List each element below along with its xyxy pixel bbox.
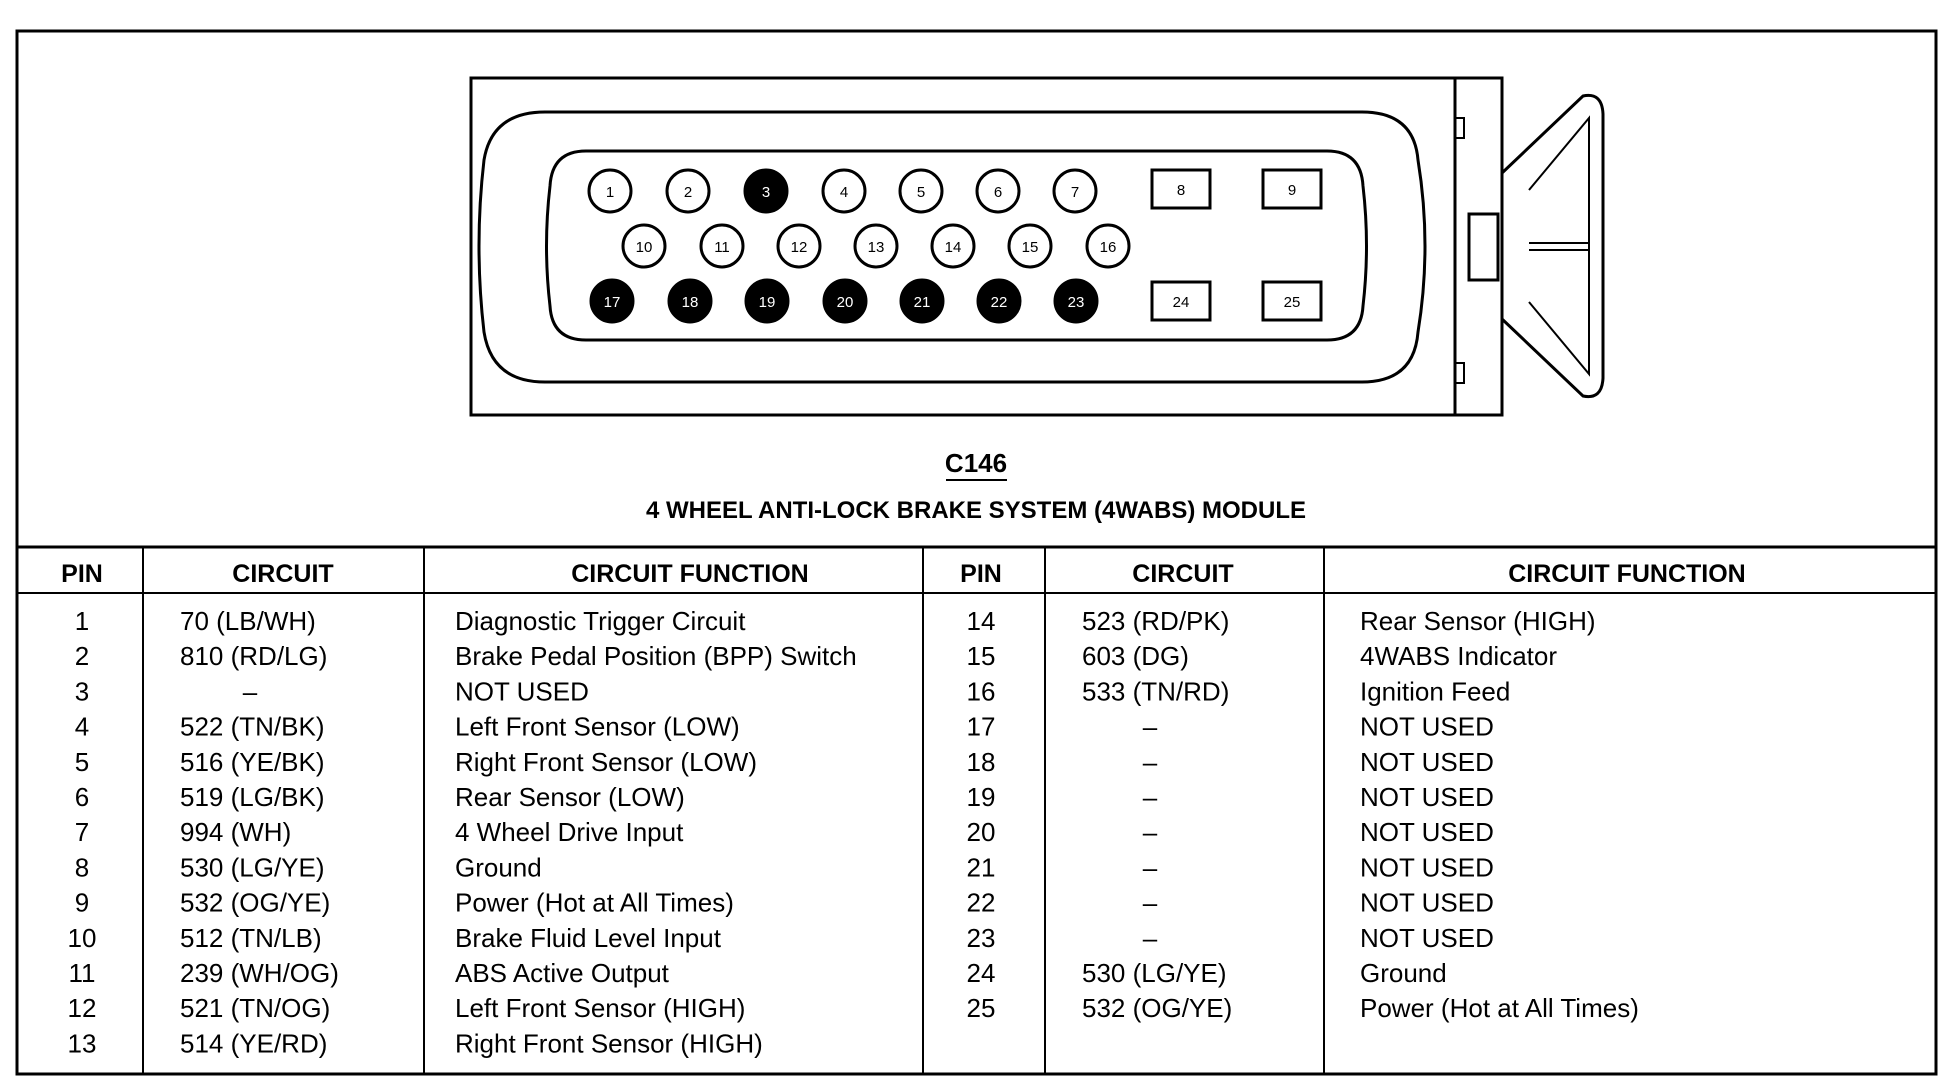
table-body <box>68 606 1639 1058</box>
table-row <box>967 993 1639 1023</box>
connector-id: C146 <box>944 448 1008 478</box>
pin-21 <box>901 280 943 322</box>
cell-circuit: 70 (LB/WH) <box>180 606 316 636</box>
pin-20 <box>824 280 866 322</box>
pin-17 <box>591 280 633 322</box>
cell-circuit: 512 (TN/LB) <box>180 922 322 953</box>
cell-pin: 9 <box>74 887 90 918</box>
cell-pin: 8 <box>74 852 90 883</box>
pin-12 <box>778 225 820 267</box>
pin-number-11: 11 <box>714 239 730 256</box>
pin-number-9: 9 <box>1287 182 1297 199</box>
cell-pin: 24 <box>966 958 996 988</box>
cell-function: NOT USED <box>455 676 589 707</box>
cell-function: Right Front Sensor (HIGH) <box>455 1028 763 1059</box>
cell-pin: 4 <box>74 711 90 742</box>
pin-number-22: 22 <box>990 294 1008 311</box>
table-row <box>75 712 740 742</box>
pin-number-6: 6 <box>993 184 1003 201</box>
cell-function: NOT USED <box>1360 852 1494 883</box>
pin-number-16: 16 <box>1099 239 1117 256</box>
cell-pin: 16 <box>966 676 996 707</box>
cell-pin: 12 <box>67 993 97 1024</box>
pin-22 <box>978 280 1020 322</box>
pin-10 <box>623 225 665 267</box>
pin-number-20: 20 <box>836 294 854 311</box>
table-row <box>75 747 757 777</box>
table-row <box>75 852 542 882</box>
table-row <box>967 641 1558 671</box>
table-row <box>967 676 1511 706</box>
cell-pin: 20 <box>966 817 996 848</box>
table-row <box>967 958 1447 988</box>
table-row <box>68 1028 763 1058</box>
cell-function: NOT USED <box>1360 887 1494 918</box>
cell-pin: 7 <box>74 817 90 848</box>
cell-circuit: – <box>1142 887 1158 918</box>
table-header-row <box>61 560 1746 588</box>
pin-number-7: 7 <box>1070 184 1080 201</box>
cell-pin: 19 <box>966 782 996 812</box>
cell-function: NOT USED <box>1360 782 1494 812</box>
header-pin: PIN <box>960 560 1002 588</box>
cell-circuit: 530 (LG/YE) <box>180 852 325 883</box>
locking-lever-inner <box>1529 118 1589 374</box>
cell-circuit: 239 (WH/OG) <box>180 958 339 988</box>
cell-circuit: 994 (WH) <box>180 817 292 848</box>
latch-window <box>1469 214 1498 280</box>
table-row <box>68 993 746 1023</box>
cell-function: Left Front Sensor (LOW) <box>455 711 740 742</box>
cell-function: Right Front Sensor (LOW) <box>455 746 757 777</box>
pin-1 <box>589 170 631 212</box>
pin-number-12: 12 <box>790 239 808 256</box>
cell-circuit: 810 (RD/LG) <box>180 641 328 672</box>
header-circuit-function: CIRCUIT FUNCTION <box>571 560 809 588</box>
cell-function: Left Front Sensor (HIGH) <box>455 993 746 1024</box>
pin-6 <box>977 170 1019 212</box>
header-circuit: CIRCUIT <box>1132 560 1234 588</box>
pin-2 <box>667 170 709 212</box>
cell-pin: 5 <box>74 746 90 777</box>
cell-circuit: 519 (LG/BK) <box>180 782 325 812</box>
table-row <box>75 606 746 636</box>
pin-number-17: 17 <box>603 294 621 311</box>
pin-23 <box>1055 280 1097 322</box>
cell-function: NOT USED <box>1360 746 1494 777</box>
pin-number-3: 3 <box>761 184 771 201</box>
table-row <box>967 606 1596 636</box>
pin-number-1: 1 <box>605 184 615 201</box>
cell-circuit: – <box>1142 922 1158 953</box>
pin-18 <box>669 280 711 322</box>
header-pin: PIN <box>61 560 103 588</box>
pin-number-2: 2 <box>683 184 693 201</box>
cell-function: 4 Wheel Drive Input <box>455 817 684 848</box>
cell-pin: 21 <box>966 852 996 883</box>
pin-number-24: 24 <box>1172 294 1190 311</box>
pin-number-10: 10 <box>635 239 653 256</box>
cell-pin: 17 <box>966 711 996 742</box>
cell-circuit: – <box>1142 711 1158 742</box>
cell-function: NOT USED <box>1360 711 1494 742</box>
pin-number-5: 5 <box>916 184 926 201</box>
cell-circuit: – <box>1142 782 1158 812</box>
pin-7 <box>1054 170 1096 212</box>
table-row <box>69 958 670 988</box>
cell-pin: 18 <box>966 746 996 777</box>
table-row <box>75 817 684 847</box>
cell-function: Ignition Feed <box>1360 676 1511 707</box>
cell-pin: 11 <box>68 958 96 988</box>
pin-number-8: 8 <box>1176 182 1186 199</box>
pin-4 <box>823 170 865 212</box>
pin-number-21: 21 <box>913 294 931 311</box>
cell-function: NOT USED <box>1360 922 1494 953</box>
cell-circuit: 532 (OG/YE) <box>1082 993 1233 1024</box>
table-row <box>75 641 857 671</box>
cell-function: 4WABS Indicator <box>1360 641 1558 672</box>
module-description: 4 WHEEL ANTI-LOCK BRAKE SYSTEM (4WABS) MODULE <box>645 497 1307 524</box>
pin-13 <box>855 225 897 267</box>
cell-function: Ground <box>455 852 542 883</box>
cell-circuit: – <box>1142 817 1158 848</box>
cell-pin: 10 <box>67 922 97 953</box>
pin-number-19: 19 <box>758 294 776 311</box>
cell-pin: 22 <box>966 887 996 918</box>
table-row <box>68 923 722 953</box>
cell-pin: 3 <box>74 676 90 707</box>
pin-11 <box>701 225 743 267</box>
header-circuit-function: CIRCUIT FUNCTION <box>1508 560 1746 588</box>
pin-9 <box>1263 170 1321 208</box>
pin-number-4: 4 <box>839 184 849 201</box>
cell-circuit: 603 (DG) <box>1082 641 1189 672</box>
cell-circuit: 514 (YE/RD) <box>180 1028 328 1059</box>
pin-15 <box>1009 225 1051 267</box>
table-row <box>75 888 734 918</box>
cell-circuit: 530 (LG/YE) <box>1082 958 1227 988</box>
cell-circuit: 516 (YE/BK) <box>180 746 325 777</box>
pin-number-23: 23 <box>1067 294 1085 311</box>
pin-24 <box>1152 282 1210 320</box>
cell-pin: 25 <box>966 993 996 1024</box>
cell-function: Rear Sensor (HIGH) <box>1360 606 1596 636</box>
pin-number-18: 18 <box>681 294 699 311</box>
cell-function: Brake Fluid Level Input <box>455 922 721 953</box>
table-row <box>75 676 589 706</box>
cell-circuit: 523 (RD/PK) <box>1082 606 1230 636</box>
cell-pin: 2 <box>74 641 90 672</box>
cell-circuit: 521 (TN/OG) <box>180 993 331 1024</box>
pin-25 <box>1263 282 1321 320</box>
header-circuit: CIRCUIT <box>232 560 334 588</box>
pin-number-15: 15 <box>1021 239 1039 256</box>
pin-number-13: 13 <box>867 239 885 256</box>
cell-circuit: – <box>242 676 258 707</box>
table-row <box>75 782 685 812</box>
cell-function: Brake Pedal Position (BPP) Switch <box>455 641 857 672</box>
cell-function: ABS Active Output <box>455 958 669 988</box>
cell-pin: 13 <box>67 1028 97 1059</box>
pin-number-14: 14 <box>944 239 962 256</box>
pin-3 <box>745 170 787 212</box>
cell-function: Power (Hot at All Times) <box>1360 993 1639 1024</box>
cell-circuit: – <box>1142 852 1158 883</box>
pin-14 <box>932 225 974 267</box>
cell-function: Power (Hot at All Times) <box>455 887 734 918</box>
pin-5 <box>900 170 942 212</box>
cell-function: Ground <box>1360 958 1447 988</box>
cell-pin: 6 <box>74 782 90 812</box>
cell-function: Rear Sensor (LOW) <box>455 782 685 812</box>
cell-function: Diagnostic Trigger Circuit <box>455 606 746 636</box>
cell-pin: 14 <box>966 606 996 636</box>
pin-19 <box>746 280 788 322</box>
pin-array <box>589 170 1321 322</box>
cell-pin: 1 <box>74 606 90 636</box>
cell-pin: 23 <box>966 922 996 953</box>
cell-circuit: 522 (TN/BK) <box>180 711 325 742</box>
locking-lever <box>1502 95 1603 396</box>
pin-number-25: 25 <box>1283 294 1301 311</box>
cell-circuit: 532 (OG/YE) <box>180 887 331 918</box>
pin-8 <box>1152 170 1210 208</box>
cell-circuit: – <box>1142 746 1158 777</box>
cell-function: NOT USED <box>1360 817 1494 848</box>
cell-pin: 15 <box>966 641 996 672</box>
cell-circuit: 533 (TN/RD) <box>1082 676 1230 707</box>
pin-16 <box>1087 225 1129 267</box>
